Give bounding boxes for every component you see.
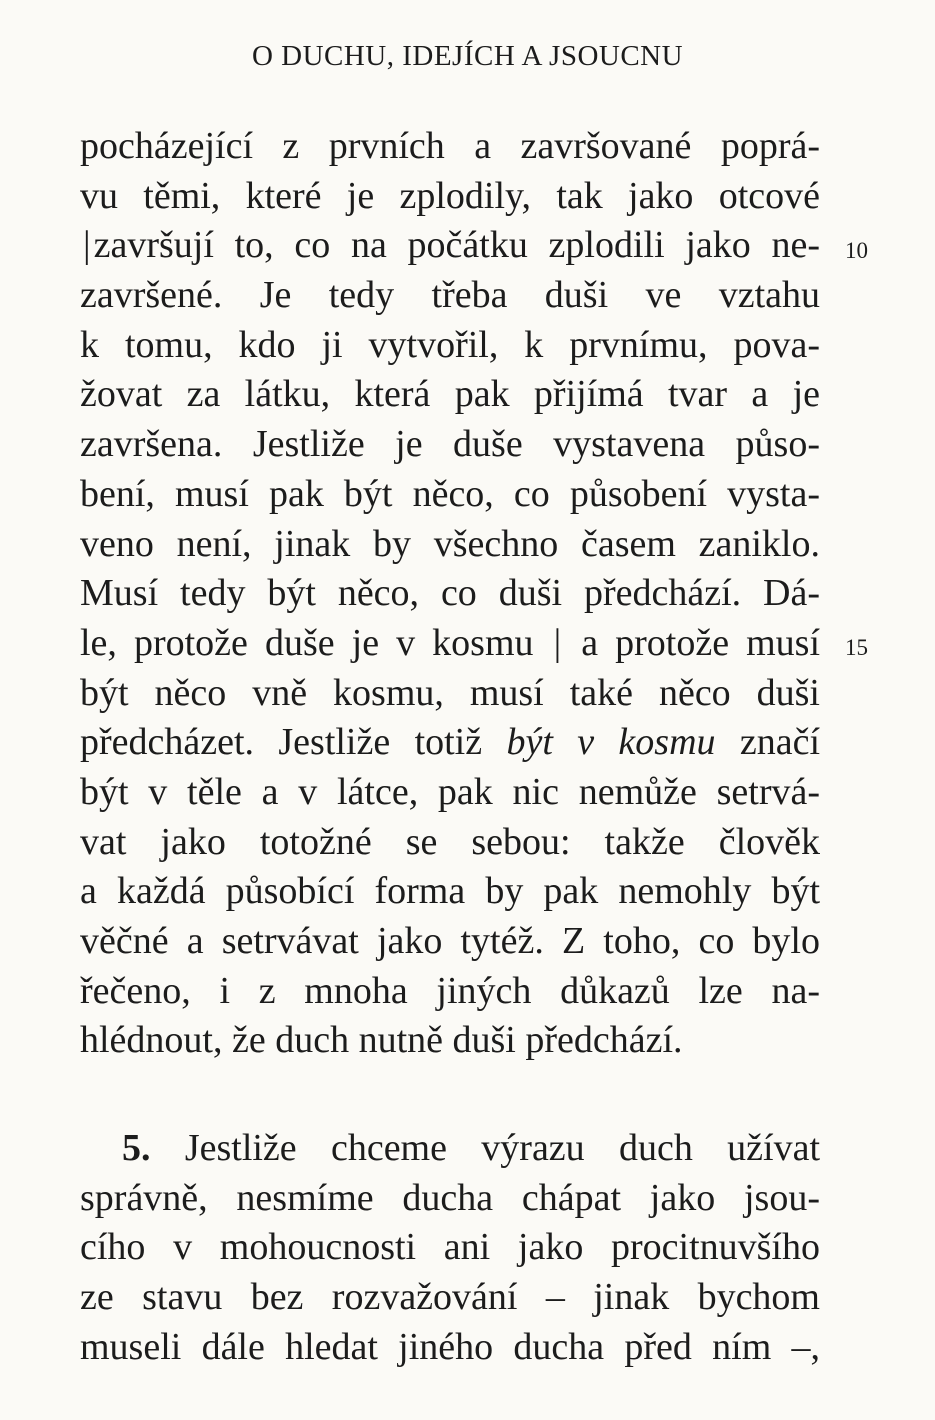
text-segment: završují to, co na počátku zplodili jako ne-	[93, 224, 820, 267]
text-line: žovat za látku, která pak přijímá tvar a je	[80, 373, 820, 416]
text-line	[80, 619, 820, 669]
text-line	[80, 718, 820, 768]
section-number: 5.	[122, 1127, 151, 1170]
text-line: veno není, jinak by všechno časem zaniklo.	[80, 522, 820, 565]
body-text	[80, 122, 820, 1373]
text-line: cího v mohoucnosti ani jako procitnuvšího	[80, 1226, 820, 1269]
text-line: být něco vně kosmu, musí také něco duši	[80, 671, 820, 714]
text-line: hlédnout, že duch nutně duši předchází.	[80, 1019, 683, 1062]
text-segment: le, protože duše je v kosmu	[80, 621, 534, 664]
text-line	[80, 221, 820, 271]
text-line: pocházející z prvních a završované poprá-	[80, 125, 820, 167]
text-line: řečeno, i z mnoha jiných důkazů lze na-	[80, 969, 820, 1012]
paragraph-gap	[80, 1066, 820, 1124]
text-segment: předcházet. Jestliže totiž	[80, 721, 483, 764]
text-segment: Jestliže chceme výrazu duch užívat	[184, 1127, 820, 1170]
text-segment: značí	[739, 721, 821, 764]
text-line: vu těmi, které je zplodily, tak jako otcové	[80, 174, 820, 217]
text-line: završené. Je tedy třeba duši ve vztahu	[80, 274, 820, 317]
running-head: O DUCHU, IDEJÍCH A JSOUCNU	[251, 40, 684, 72]
page-break-marker: |	[83, 224, 91, 267]
text-line	[80, 1124, 820, 1174]
text-line: ze stavu bez rozvažování – jinak bychom	[80, 1276, 820, 1319]
margin-line-number: 10	[845, 238, 868, 263]
text-line: být v těle a v látce, pak nic nemůže setrvá-	[80, 770, 820, 813]
page-break-marker: |	[553, 621, 562, 664]
text-line: k tomu, kdo ji vytvořil, k prvnímu, pova-	[80, 323, 820, 366]
text-line: a každá působící forma by pak nemohly být	[80, 870, 820, 913]
text-line: vat jako totožné se sebou: takže člověk	[80, 820, 820, 863]
margin-line-number: 15	[845, 635, 868, 660]
text-line: museli dále hledat jiného ducha před ním –,	[80, 1325, 820, 1368]
text-line: věčné a setrvávat jako tytéž. Z toho, co bylo	[80, 920, 820, 962]
text-segment: a protože musí	[581, 621, 821, 664]
text-line: správně, nesmíme ducha chápat jako jsou-	[80, 1176, 820, 1219]
italic-phrase: být v kosmu	[506, 721, 716, 764]
text-line: završena. Jestliže je duše vystavena půso-	[80, 423, 820, 466]
text-line: Musí tedy být něco, co duši předchází. Dá-	[80, 572, 820, 615]
text-line: bení, musí pak být něco, co působení vysta-	[80, 472, 820, 515]
